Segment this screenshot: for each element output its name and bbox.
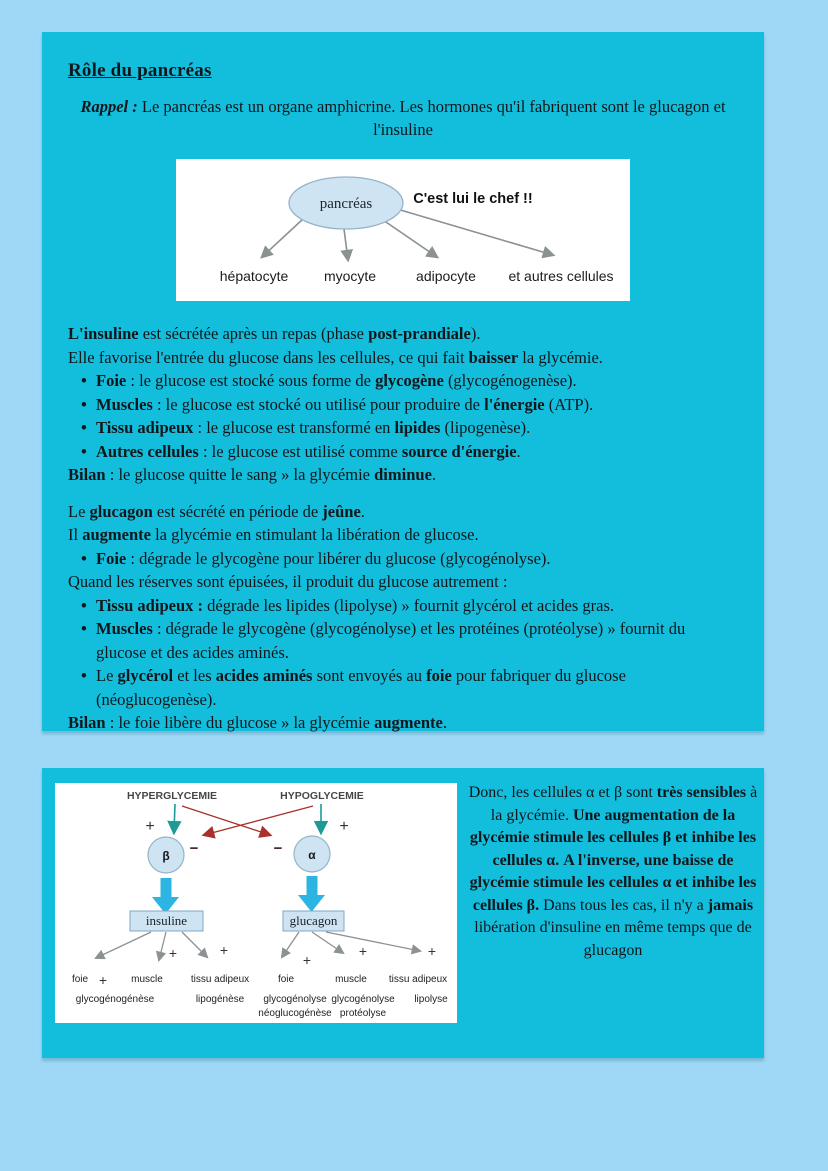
insuline-intro-2: Elle favorise l'entrée du glucose dans les cellules, ce qui fait baisser la glycémie. (68, 347, 603, 367)
pancreas-node-label: pancréas (319, 196, 373, 212)
target-autres-cellules: et autres cellules (508, 268, 614, 284)
pathway-neoglucogenese: néoglucogénèse (258, 1008, 332, 1019)
rappel-paragraph: Rappel : Le pancréas est un organe amphicrine. Les hormones qu'il fabriquent sont le glucagon et l'insuline (80, 97, 726, 139)
ins-target-tissu-adipeux: tissu adipeux (190, 974, 250, 985)
ins-target-foie: foie (71, 974, 89, 985)
insuline-paragraph (68, 322, 738, 487)
glucagon-quand-line: Quand les réserves sont épuisées, il produit du glucose autrement : (68, 572, 508, 591)
insuline-bilan: Bilan : le glucose quitte le sang » la glycémie diminue. (68, 465, 437, 484)
target-myocyte: myocyte (323, 268, 377, 284)
plus-sign-beta: + (145, 818, 155, 835)
glucagon-intro-2: Il augmente la glycémie en stimulant la libération de glucose. (68, 525, 479, 544)
glucagon-bullet-foie: • Foie : dégrade le glycogène pour libérer du glucose (glycogénolyse). (68, 547, 738, 571)
hypoglycemie-label: HYPOGLYCEMIE (280, 790, 364, 802)
plus-ins-foie: + (98, 972, 108, 988)
insuline-bullet-foie: • Foie : le glucose est stocké sous forme de glycogène (glycogénogenèse). (68, 369, 738, 393)
glucagon-intro-1: Le glucagon est sécrété en période de jeûne. (68, 501, 365, 521)
plus-ins-tissu: + (219, 942, 229, 958)
target-hepatocyte: hépatocyte (219, 268, 289, 284)
alpha-cell-label: α (308, 848, 316, 862)
pathway-lipolyse: lipolyse (414, 994, 448, 1005)
regulation-card (42, 768, 764, 1058)
glucagon-paragraph (68, 500, 738, 735)
insuline-bullet-autres-cellules: • Autres cellules : le glucose est utilisé comme source d'énergie. (68, 440, 738, 464)
pathway-glycogenogenese: glycogénogénèse (75, 994, 155, 1005)
hormone-target-arrows (96, 932, 420, 960)
target-adipocyte: adipocyte (416, 268, 476, 284)
pathway-lipogenese: lipogénèse (195, 994, 245, 1005)
plus-glu-foie: + (302, 952, 312, 968)
inhibition-arrows (182, 806, 313, 835)
glucagon-bullet-glycerol: • Le glycérol et les acides aminés sont envoyés au foie pour fabriquer du glucose (néoglucogenèse). (68, 664, 738, 711)
beta-cell-label: β (162, 849, 170, 863)
glucagon-box-label: glucagon (289, 913, 338, 928)
target-organ-labels (72, 974, 447, 985)
regulation-note: Donc, les cellules α et β sont très sensibles à la glycémie. Une augmentation de la glycémie stimule les cellules β et inhibe les cellules α. A l'inverse, une baisse de glycémie stimule les cellules α et inhibe les cellules β. Dans tous les cas, il n'y a jamais libération d'insuline en même temps que de glucagon (468, 784, 758, 959)
glu-target-tissu-adipeux: tissu adipeux (388, 974, 448, 985)
insuline-box-label: insuline (145, 913, 188, 928)
glucagon-bullet-tissu-adipeux: • Tissu adipeux : dégrade les lipides (lipolyse) » fournit glycérol et acides gras. (68, 594, 738, 618)
minus-sign-beta: − (189, 840, 199, 857)
pancreas-notes-card (42, 32, 764, 731)
glucagon-bilan: Bilan : le foie libère du glucose » la glycémie augmente. (68, 713, 447, 732)
pancreas-diagram-panel (176, 159, 630, 301)
ins-target-muscle: muscle (131, 974, 163, 985)
hyperglycemie-label: HYPERGLYCEMIE (126, 790, 218, 802)
page-title: Rôle du pancréas (68, 60, 212, 81)
chef-caption: C'est lui le chef !! (413, 191, 533, 207)
pathway-glycogenolyse-foie: glycogénolyse (263, 994, 327, 1005)
pathway-labels (76, 994, 448, 1019)
plus-glu-tissu: + (427, 943, 437, 959)
plus-sign-alpha: + (339, 818, 349, 835)
plus-ins-muscle: + (168, 945, 178, 961)
regulation-diagram (55, 783, 457, 1023)
pathway-glycogenolyse-muscle: glycogénolyse (331, 994, 395, 1005)
pathway-proteolyse: protéolyse (339, 1008, 387, 1019)
plus-glu-muscle: + (358, 943, 368, 959)
regulation-diagram-panel (55, 783, 457, 1023)
insuline-bullet-muscles: • Muscles : le glucose est stocké ou utilisé pour produire de l'énergie (ATP). (68, 393, 738, 417)
glu-target-muscle: muscle (335, 974, 367, 985)
glucagon-bullet-muscles: • Muscles : dégrade le glycogène (glycogénolyse) et les protéines (protéolyse) » fournit du glucose et des acides aminés. (68, 617, 738, 664)
insuline-intro-1: L'insuline est sécrétée après un repas (phase post-prandiale). (68, 324, 481, 343)
secretion-arrows (152, 876, 325, 914)
glu-target-foie: foie (277, 974, 295, 985)
pancreas-target-labels (220, 268, 614, 284)
insuline-bullet-tissu-adipeux: • Tissu adipeux : le glucose est transformé en lipides (lipogenèse). (68, 416, 738, 440)
minus-sign-alpha: − (273, 840, 283, 857)
pancreas-diagram (176, 159, 630, 301)
